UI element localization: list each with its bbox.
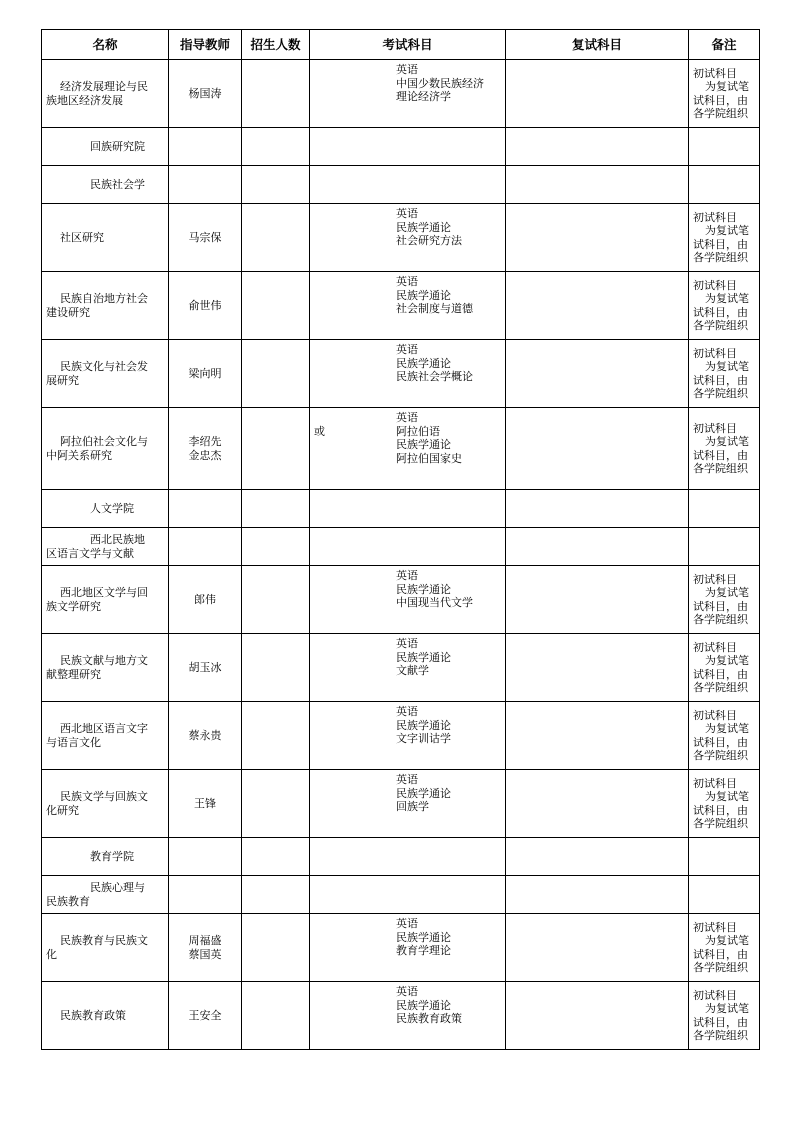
header-retest: 复试科目 [506, 30, 689, 60]
program-name-line: 人文学院 [90, 501, 134, 515]
program-name-line: 与语言文化 [46, 735, 101, 749]
header-remark: 备注 [689, 30, 760, 60]
remark-line: 试科目，由 [693, 448, 748, 462]
program-name-line: 民族教育与民族文 [60, 934, 148, 947]
exam-subjects [396, 411, 462, 465]
exam-cell [310, 528, 506, 566]
remark-line: 试科目，由 [693, 1015, 748, 1029]
program-name-cell [42, 982, 169, 1050]
table-row [42, 408, 760, 490]
cell-line: 马宗保 [188, 230, 222, 244]
retest-cell [506, 60, 689, 128]
program-name-line: 民族心理与 [90, 881, 145, 894]
remark-line: 初试科目 [693, 572, 737, 586]
remark-line: 各学院组织 [693, 462, 748, 475]
program-name-line: 教育学院 [90, 849, 134, 863]
remark-cell [689, 876, 760, 914]
cell-line: 英语 [396, 637, 418, 650]
retest-cell [506, 528, 689, 566]
program-name-line: 展研究 [46, 373, 79, 387]
cell-line: 民族学通论 [396, 582, 451, 596]
program-name-cell [42, 528, 169, 566]
remark-line: 试科目，由 [693, 735, 748, 749]
cell-line: 金忠杰 [188, 448, 222, 462]
remark-line: 初试科目 [693, 421, 737, 435]
remark-line: 试科目，由 [693, 237, 748, 251]
table-row [42, 204, 760, 272]
retest-cell [506, 566, 689, 634]
program-name-line: 中阿关系研究 [46, 448, 112, 462]
remark-line: 各学院组织 [693, 387, 748, 400]
cell-line: 英语 [396, 773, 418, 786]
program-name-line: 社区研究 [60, 230, 104, 244]
program-name-cell [42, 128, 169, 166]
exam-cell [310, 340, 506, 408]
enroll-cell [242, 528, 310, 566]
exam-subjects [396, 705, 451, 746]
program-name-line: 西北地区语言文字 [60, 722, 148, 735]
remark-cell [689, 982, 760, 1050]
remark-cell [689, 272, 760, 340]
remark-line: 试科目，由 [693, 667, 748, 681]
retest-cell [506, 340, 689, 408]
teacher-cell [169, 272, 242, 340]
enroll-cell [242, 634, 310, 702]
enroll-cell [242, 702, 310, 770]
cell-line: 民族学通论 [396, 650, 451, 664]
remark-cell [689, 914, 760, 982]
remark-line: 初试科目 [693, 708, 737, 722]
cell-line: 王锋 [194, 796, 216, 810]
table-row [42, 914, 760, 982]
exam-cell [310, 982, 506, 1050]
remark-cell [689, 838, 760, 876]
table-row [42, 634, 760, 702]
program-name-line: 献整理研究 [46, 667, 101, 681]
program-name-line: 民族教育 [46, 894, 90, 908]
teacher-cell [169, 490, 242, 528]
enroll-cell [242, 204, 310, 272]
table-row [42, 982, 760, 1050]
enroll-cell [242, 60, 310, 128]
program-name-cell [42, 838, 169, 876]
cell-line: 民族学通论 [396, 220, 451, 234]
exam-cell [310, 490, 506, 528]
table-row [42, 876, 760, 914]
program-name-cell [42, 634, 169, 702]
teacher-cell [169, 528, 242, 566]
cell-line: 阿拉伯国家史 [396, 451, 462, 465]
program-name-line: 回族研究院 [90, 139, 145, 153]
header-enroll: 招生人数 [242, 30, 310, 60]
program-name-cell [42, 340, 169, 408]
enroll-cell [242, 770, 310, 838]
remark-line: 为复试笔 [705, 654, 749, 667]
retest-cell [506, 982, 689, 1050]
program-name-cell [42, 272, 169, 340]
enroll-cell [242, 876, 310, 914]
retest-cell [506, 702, 689, 770]
cell-line: 民族学通论 [396, 998, 451, 1012]
header-teacher: 指导教师 [169, 30, 242, 60]
retest-cell [506, 876, 689, 914]
cell-line: 英语 [396, 705, 418, 718]
program-name-cell [42, 166, 169, 204]
table-row [42, 272, 760, 340]
remark-cell [689, 128, 760, 166]
cell-line: 胡玉冰 [188, 660, 222, 674]
teacher-cell [169, 634, 242, 702]
table-row [42, 838, 760, 876]
exam-cell [310, 770, 506, 838]
retest-cell [506, 166, 689, 204]
exam-subjects [396, 773, 451, 814]
remark-cell [689, 566, 760, 634]
exam-cell [310, 128, 506, 166]
exam-subjects [396, 569, 473, 610]
cell-line: 民族学通论 [396, 718, 451, 732]
cell-line: 理论经济学 [396, 90, 451, 103]
exam-subjects [396, 63, 484, 104]
cell-line: 民族教育政策 [396, 1012, 462, 1025]
remark-line: 试科目，由 [693, 599, 748, 613]
exam-cell [310, 914, 506, 982]
remark-line: 初试科目 [693, 988, 737, 1002]
enroll-cell [242, 566, 310, 634]
cell-line: 社会制度与道德 [396, 302, 473, 315]
remark-line: 初试科目 [693, 346, 737, 360]
cell-line: 周福盛 [188, 934, 222, 947]
cell-line: 英语 [396, 207, 418, 220]
enroll-cell [242, 408, 310, 490]
enroll-cell [242, 914, 310, 982]
remark-line: 试科目，由 [693, 947, 748, 961]
cell-line: 英语 [396, 63, 418, 76]
exam-cell [310, 272, 506, 340]
enroll-cell [242, 490, 310, 528]
program-name-line: 民族文化与社会发 [60, 360, 148, 373]
remark-line: 各学院组织 [693, 107, 748, 120]
cell-line: 英语 [396, 343, 418, 356]
table-row [42, 528, 760, 566]
program-name-cell [42, 702, 169, 770]
remark-cell [689, 60, 760, 128]
program-name-line: 族文学研究 [46, 599, 101, 613]
remark-cell [689, 204, 760, 272]
header-row [42, 30, 760, 60]
table-row [42, 490, 760, 528]
program-name-line: 民族文献与地方文 [60, 654, 148, 667]
header-exam: 考试科目 [310, 30, 506, 60]
remark-line: 各学院组织 [693, 749, 748, 762]
remark-cell [689, 770, 760, 838]
remark-line: 试科目，由 [693, 373, 748, 387]
program-name-cell [42, 60, 169, 128]
program-name-line: 化研究 [46, 803, 79, 817]
cell-line: 阿拉伯语 [396, 424, 440, 438]
retest-cell [506, 204, 689, 272]
teacher-cell [169, 770, 242, 838]
cell-line: 英语 [396, 569, 418, 582]
cell-line: 蔡永贵 [188, 728, 222, 742]
teacher-cell [169, 702, 242, 770]
teacher-cell [169, 982, 242, 1050]
remark-line: 试科目，由 [693, 305, 748, 319]
remark-line: 初试科目 [693, 66, 737, 80]
cell-line: 民族学通论 [396, 356, 451, 370]
exam-subjects [396, 917, 451, 958]
exam-subjects [396, 275, 473, 316]
cell-line: 英语 [396, 985, 418, 998]
program-name-cell [42, 770, 169, 838]
program-name-line: 民族自治地方社会 [60, 292, 148, 305]
cell-line: 回族学 [396, 800, 429, 813]
retest-cell [506, 634, 689, 702]
exam-subjects [396, 985, 462, 1026]
remark-line: 初试科目 [693, 210, 737, 224]
remark-line: 为复试笔 [705, 435, 749, 448]
cell-line: 民族学通论 [396, 786, 451, 800]
table-row [42, 60, 760, 128]
exam-cell [310, 408, 506, 490]
remark-line: 初试科目 [693, 640, 737, 654]
remark-cell [689, 408, 760, 490]
remark-cell [689, 634, 760, 702]
cell-line: 郎伟 [194, 592, 216, 606]
program-name-line: 民族文学与回族文 [60, 790, 148, 803]
remark-line: 各学院组织 [693, 681, 748, 694]
remark-line: 初试科目 [693, 776, 737, 790]
cell-line: 民族学通论 [396, 930, 451, 944]
program-name-line: 阿拉伯社会文化与 [60, 435, 148, 448]
remark-line: 试科目，由 [693, 803, 748, 817]
program-name-line: 民族社会学 [90, 177, 145, 191]
cell-line: 中国现当代文学 [396, 596, 473, 609]
exam-subjects [396, 637, 451, 678]
remark-cell [689, 702, 760, 770]
exam-or-label: 或 [314, 425, 325, 438]
enroll-cell [242, 272, 310, 340]
enroll-cell [242, 128, 310, 166]
program-name-line: 族地区经济发展 [46, 93, 123, 107]
remark-line: 为复试笔 [705, 224, 749, 237]
exam-subjects [396, 207, 462, 248]
exam-cell [310, 634, 506, 702]
cell-line: 文献学 [396, 664, 429, 677]
enroll-cell [242, 838, 310, 876]
remark-line: 各学院组织 [693, 319, 748, 332]
program-name-line: 经济发展理论与民 [60, 80, 148, 93]
program-name-line: 建设研究 [46, 305, 90, 319]
header-name: 名称 [42, 30, 169, 60]
cell-line: 民族社会学概论 [396, 370, 473, 383]
remark-line: 初试科目 [693, 278, 737, 292]
exam-cell [310, 566, 506, 634]
enroll-cell [242, 166, 310, 204]
teacher-cell [169, 204, 242, 272]
remark-line: 为复试笔 [705, 360, 749, 373]
remark-line: 各学院组织 [693, 251, 748, 264]
remark-cell [689, 490, 760, 528]
program-name-cell [42, 408, 169, 490]
program-name-cell [42, 566, 169, 634]
remark-line: 初试科目 [693, 920, 737, 934]
remark-line: 为复试笔 [705, 586, 749, 599]
teacher-cell [169, 340, 242, 408]
remark-line: 为复试笔 [705, 80, 749, 93]
table-row [42, 340, 760, 408]
remark-line: 为复试笔 [705, 790, 749, 803]
cell-line: 中国少数民族经济 [396, 76, 484, 90]
teacher-cell [169, 128, 242, 166]
table-row [42, 128, 760, 166]
enroll-cell [242, 340, 310, 408]
remark-cell [689, 166, 760, 204]
teacher-cell [169, 876, 242, 914]
cell-line: 梁向明 [188, 366, 222, 380]
cell-line: 民族学通论 [396, 438, 451, 451]
remark-line: 为复试笔 [705, 722, 749, 735]
program-name-line: 西北民族地 [90, 533, 145, 546]
remark-cell [689, 340, 760, 408]
program-name-line: 民族教育政策 [60, 1008, 126, 1022]
retest-cell [506, 490, 689, 528]
cell-line: 李绍先 [188, 435, 222, 448]
program-name-line: 区语言文学与文献 [46, 546, 134, 560]
retest-cell [506, 128, 689, 166]
retest-cell [506, 408, 689, 490]
cell-line: 教育学理论 [396, 944, 451, 957]
remark-line: 各学院组织 [693, 613, 748, 626]
program-name-cell [42, 914, 169, 982]
teacher-cell [169, 60, 242, 128]
exam-cell [310, 60, 506, 128]
cell-line: 英语 [396, 275, 418, 288]
retest-cell [506, 770, 689, 838]
cell-line: 英语 [396, 917, 418, 930]
teacher-cell [169, 914, 242, 982]
remark-line: 各学院组织 [693, 817, 748, 830]
remark-line: 各学院组织 [693, 1029, 748, 1042]
remark-line: 为复试笔 [705, 292, 749, 305]
teacher-cell [169, 166, 242, 204]
cell-line: 民族学通论 [396, 288, 451, 302]
cell-line: 王安全 [188, 1008, 222, 1022]
table-row [42, 566, 760, 634]
remark-line: 为复试笔 [705, 1002, 749, 1015]
retest-cell [506, 838, 689, 876]
exam-cell [310, 166, 506, 204]
remark-cell [689, 528, 760, 566]
program-name-cell [42, 204, 169, 272]
exam-cell [310, 838, 506, 876]
cell-line: 文字训诂学 [396, 732, 451, 745]
cell-line: 英语 [396, 411, 418, 424]
table-row [42, 166, 760, 204]
enrollment-table [41, 29, 760, 1050]
program-name-line: 西北地区文学与回 [60, 586, 148, 599]
exam-subjects [396, 343, 473, 384]
program-name-cell [42, 876, 169, 914]
remark-line: 为复试笔 [705, 934, 749, 947]
teacher-cell [169, 838, 242, 876]
enroll-cell [242, 982, 310, 1050]
cell-line: 蔡国英 [188, 947, 222, 961]
remark-line: 各学院组织 [693, 961, 748, 974]
retest-cell [506, 914, 689, 982]
exam-cell [310, 204, 506, 272]
program-name-line: 化 [46, 947, 57, 961]
table-row [42, 702, 760, 770]
teacher-cell [169, 408, 242, 490]
cell-line: 俞世伟 [188, 298, 222, 312]
program-name-cell [42, 490, 169, 528]
retest-cell [506, 272, 689, 340]
exam-cell [310, 702, 506, 770]
cell-line: 社会研究方法 [396, 234, 462, 247]
remark-line: 试科目，由 [693, 93, 748, 107]
exam-cell [310, 876, 506, 914]
cell-line: 杨国涛 [188, 86, 222, 100]
teacher-cell [169, 566, 242, 634]
table-row [42, 770, 760, 838]
